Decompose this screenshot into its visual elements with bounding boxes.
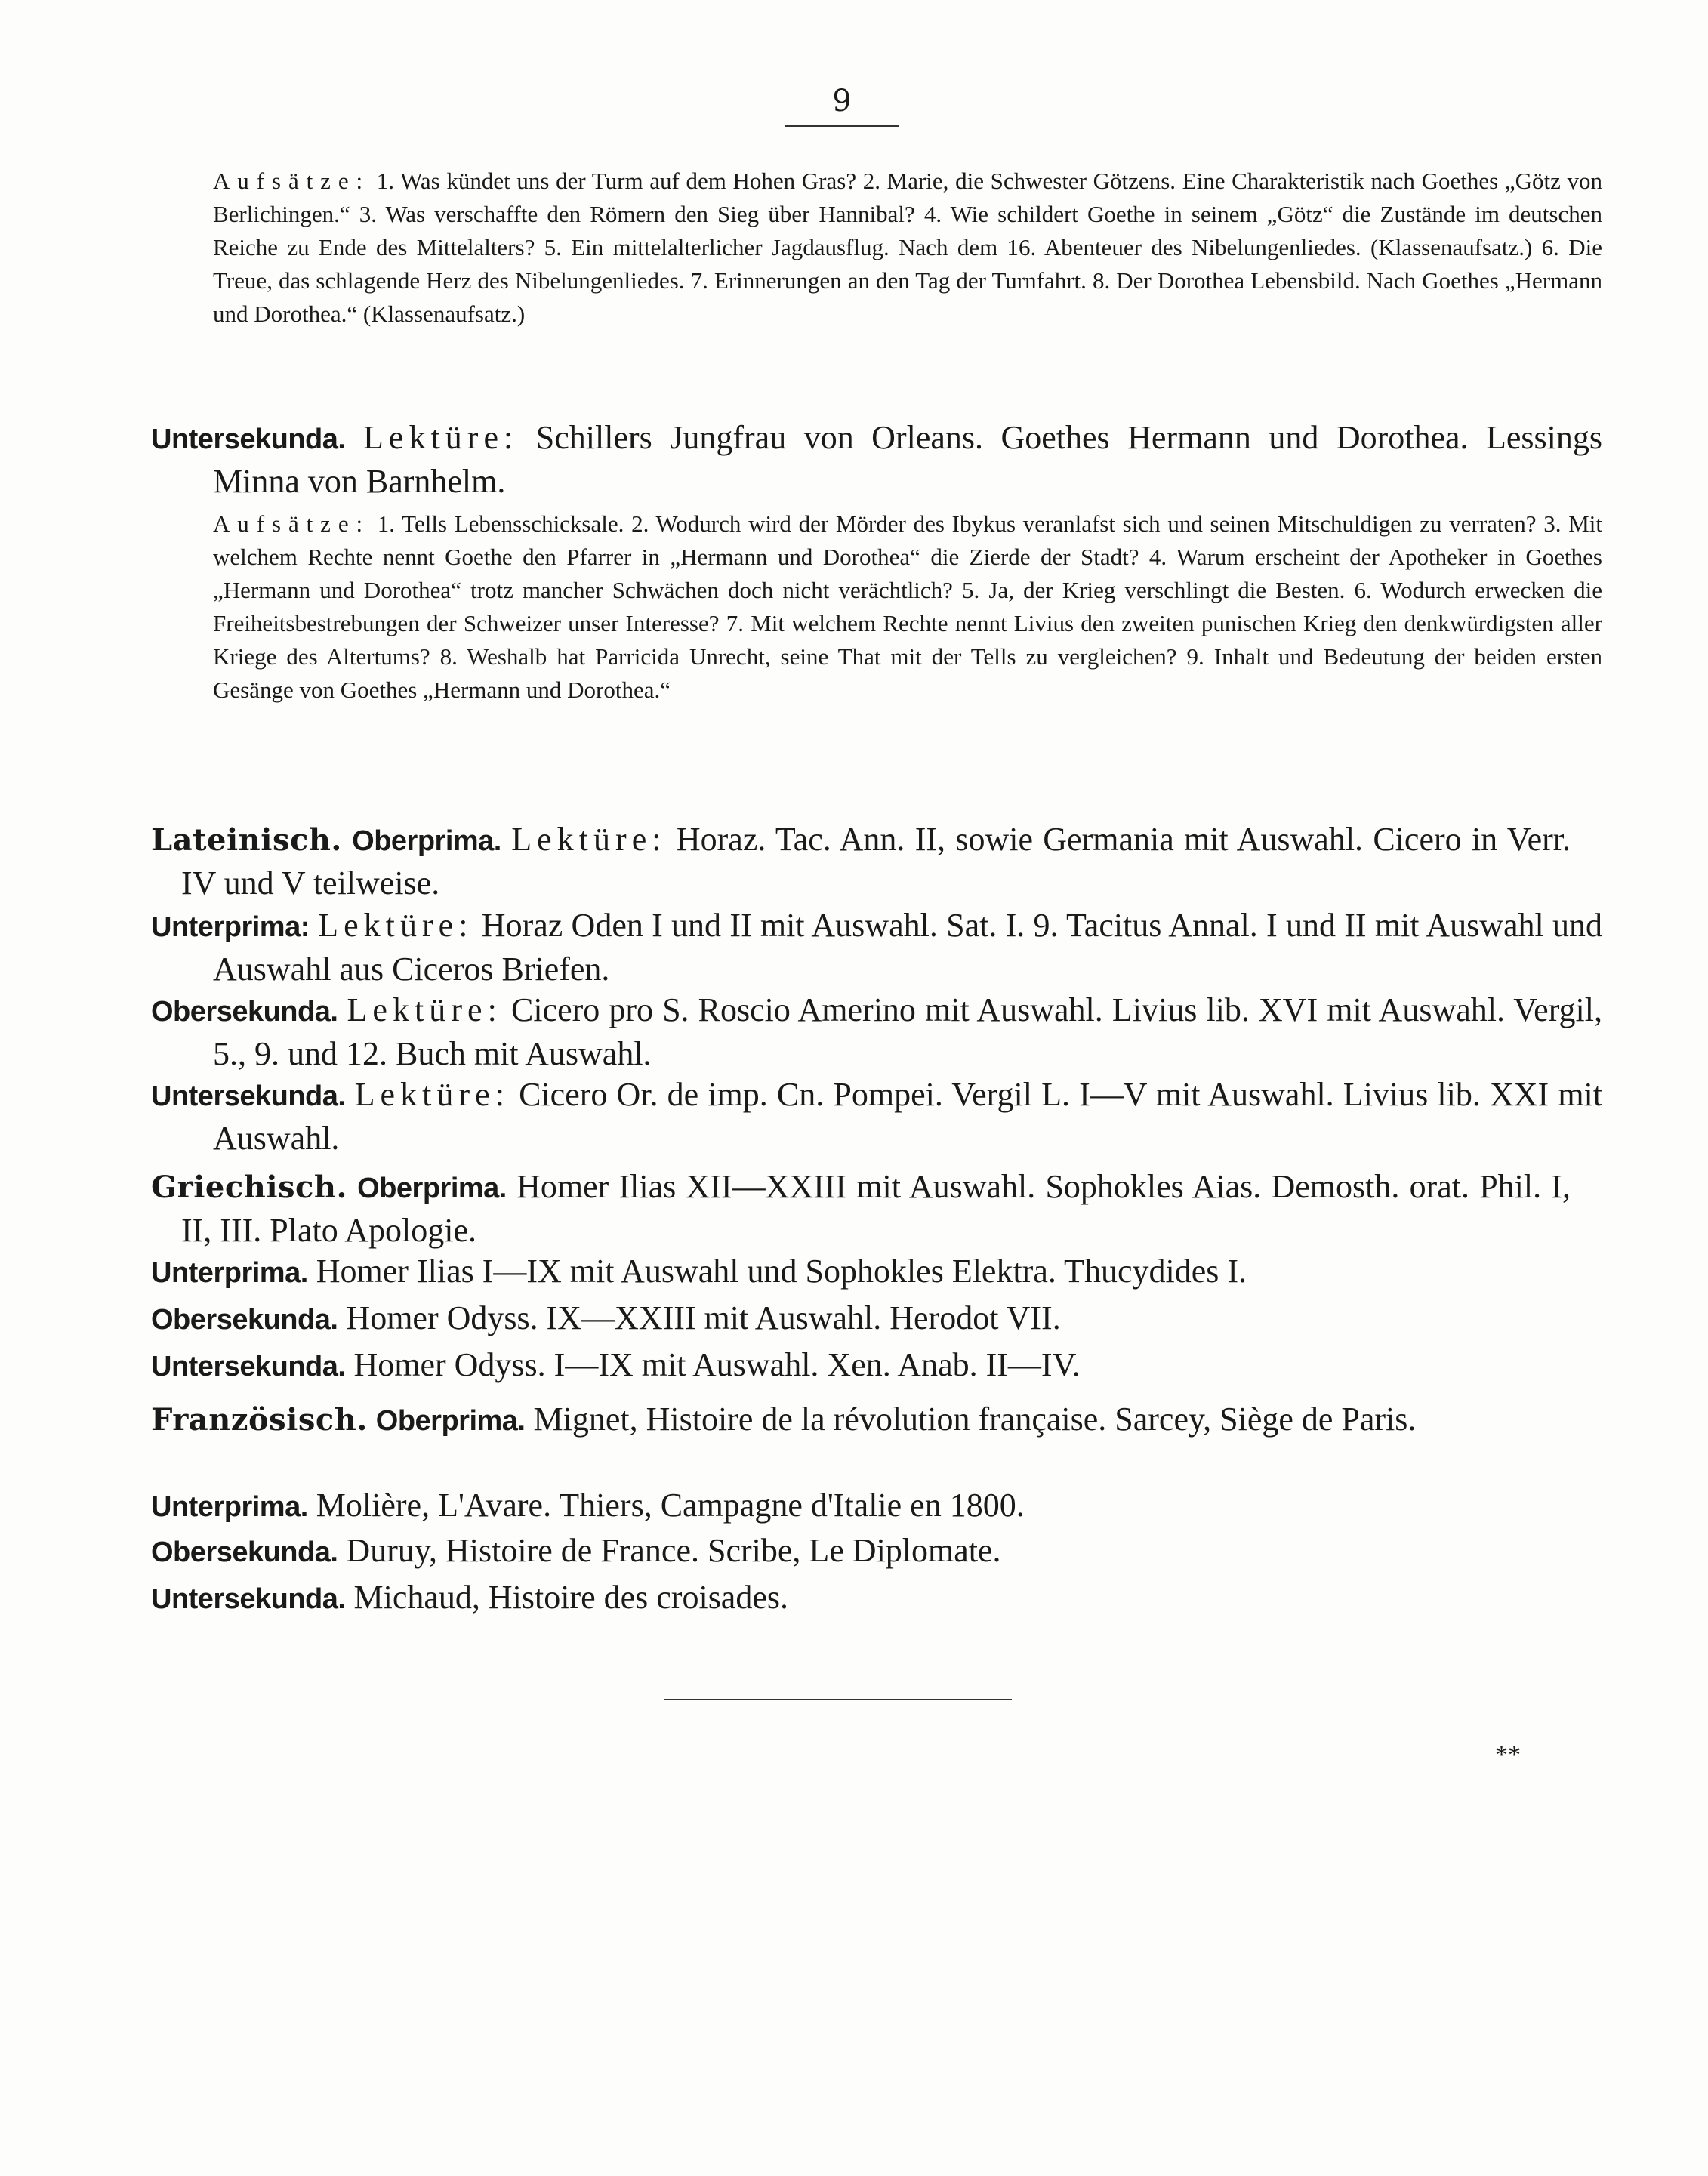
reading-label: Lektüre:: [362, 419, 519, 456]
greek-obersekunda: [151, 1297, 1602, 1341]
subject-french-oberprima: [151, 1398, 1571, 1442]
section-end-rule: [664, 1699, 1012, 1700]
class-label: Unterprima.: [151, 1491, 308, 1523]
reading-text: Homer Odyss. I—IX mit Auswahl. Xen. Anab. II—IV.: [353, 1346, 1081, 1383]
essay-list-obersekunda: [151, 165, 1602, 331]
subject-latin-oberprima: [151, 818, 1571, 905]
reading-text: Homer Ilias I—IX mit Auswahl und Sophokles Elektra. Thucydides I.: [316, 1253, 1247, 1290]
reading-label: Lektüre:: [354, 1076, 510, 1113]
reading-text: Horaz Oden I und II mit Auswahl. Sat. I. 9. Tacitus Annal. I und II mit Auswahl und Auswahl aus Ciceros Briefen.: [213, 907, 1603, 988]
class-label: Obersekunda.: [151, 996, 338, 1028]
reading-text: Duruy, Histoire de France. Scribe, Le Diplomate.: [346, 1532, 1001, 1569]
class-label: Untersekunda.: [151, 1080, 346, 1112]
french-untersekunda: [151, 1577, 1602, 1620]
subject-greek-oberprima: [151, 1166, 1571, 1252]
class-label: Obersekunda.: [151, 1304, 338, 1336]
essay-label: Aufsätze:: [213, 510, 371, 537]
reading-text: Molière, L'Avare. Thiers, Campagne d'Italie en 1800.: [316, 1487, 1025, 1524]
class-label: Oberprima.: [357, 1173, 507, 1204]
essay-text: 1. Tells Lebensschicksale. 2. Wodurch wird der Mörder des Ibykus veranlafst sich und seinen Mitschuldigen zu verraten? 3. Mit welchem Rechte nennt Goethe den Pfarrer in „Hermann und Dorothea“ die Zierde der Stadt? 4. Warum erscheint der Apotheker in Goethes „Hermann und Dorothea“ trotz mancher Schwächen doch nicht verächtlich? 5. Ja, der Krieg verschlingt die Besten. 6. Wodurch erwecken die Freiheitsbestrebungen der Schweizer unser Interesse? 7. Mit welchem Rechte nennt Livius den zweiten punischen Krieg den denkwürdigsten aller Kriege des Altertums? 8. Weshalb hat Parricida Unrecht, seine That mit der Tells zu vergleichen? 9. Inhalt und Bedeutung der beiden ersten Gesänge von Goethes „Hermann und Dorothea.“: [213, 510, 1603, 703]
reading-text: Cicero Or. de imp. Cn. Pompei. Vergil L. I—V mit Auswahl. Livius lib. XXI mit Auswahl.: [213, 1076, 1602, 1157]
class-label: Untersekunda.: [151, 424, 346, 455]
subject-heading: Französisch.: [151, 1402, 368, 1438]
reading-text: Mignet, Histoire de la révolution française. Sarcey, Siège de Paris.: [533, 1401, 1417, 1438]
reading-text: Schillers Jungfrau von Orleans. Goethes Hermann und Dorothea. Lessings Minna von Barnhelm.: [213, 419, 1603, 500]
class-label: Unterprima:: [151, 911, 310, 943]
subject-heading: Lateinisch.: [151, 822, 342, 858]
reading-text: Cicero pro S. Roscio Amerino mit Auswahl. Livius lib. XVI mit Auswahl. Vergil, 5., 9. und 12. Buch mit Auswahl.: [213, 991, 1603, 1072]
reading-text: Homer Ilias XII—XXIII mit Auswahl. Sophokles Aias. Demosth. orat. Phil. I, II, III. Plato Apologie.: [181, 1168, 1571, 1249]
class-label: Oberprima.: [352, 825, 501, 857]
class-label: Untersekunda.: [151, 1583, 346, 1615]
greek-unterprima: [151, 1250, 1602, 1294]
essay-text: 1. Was kündet uns der Turm auf dem Hohen Gras? 2. Marie, die Schwester Götzens. Eine Charakteristik nach Goethes „Götz von Berlichingen.“ 3. Was verschaffte den Römern den Sieg über Hannibal? 4. Wie schildert Goethe in seinem „Götz“ die Zustände im deutschen Reiche zu Ende des Mittelalters? 5. Ein mittelalterlicher Jagdausflug. Nach dem 16. Abenteuer des Nibelungenliedes. (Klassenaufsatz.) 6. Die Treue, das schlagende Herz des Nibelungenliedes. 7. Erinnerungen an den Tag der Turnfahrt. 8. Der Dorothea Lebensbild. Nach Goethes „Hermann und Dorothea.“ (Klassenaufsatz.): [213, 168, 1603, 327]
reading-untersekunda-deutsch: [151, 417, 1602, 503]
essay-label: Aufsätze:: [213, 168, 371, 194]
french-unterprima: [151, 1484, 1602, 1528]
greek-untersekunda: [151, 1344, 1602, 1388]
reading-text: Michaud, Histoire des croisades.: [353, 1579, 788, 1616]
class-label: Unterprima.: [151, 1257, 308, 1289]
class-label: Untersekunda.: [151, 1351, 346, 1382]
class-label: Oberprima.: [375, 1405, 526, 1437]
reading-label: Lektüre:: [511, 821, 667, 858]
french-obersekunda: [151, 1530, 1602, 1573]
subject-heading: Griechisch.: [151, 1170, 347, 1205]
latin-obersekunda: [151, 989, 1602, 1075]
page-number-rule: [785, 125, 899, 127]
reading-text: Horaz. Tac. Ann. II, sowie Germania mit Auswahl. Cicero in Verr. IV und V teilweise.: [181, 821, 1571, 902]
latin-untersekunda: [151, 1074, 1602, 1160]
reading-label: Lektüre:: [318, 907, 473, 944]
signature-mark: **: [1495, 1741, 1521, 1769]
page-number: 9: [832, 84, 852, 119]
class-label: Obersekunda.: [151, 1536, 338, 1568]
reading-text: Homer Odyss. IX—XXIII mit Auswahl. Herodot VII.: [346, 1299, 1061, 1336]
essay-list-untersekunda: [151, 507, 1602, 707]
latin-unterprima: [151, 905, 1602, 991]
reading-label: Lektüre:: [347, 991, 502, 1028]
